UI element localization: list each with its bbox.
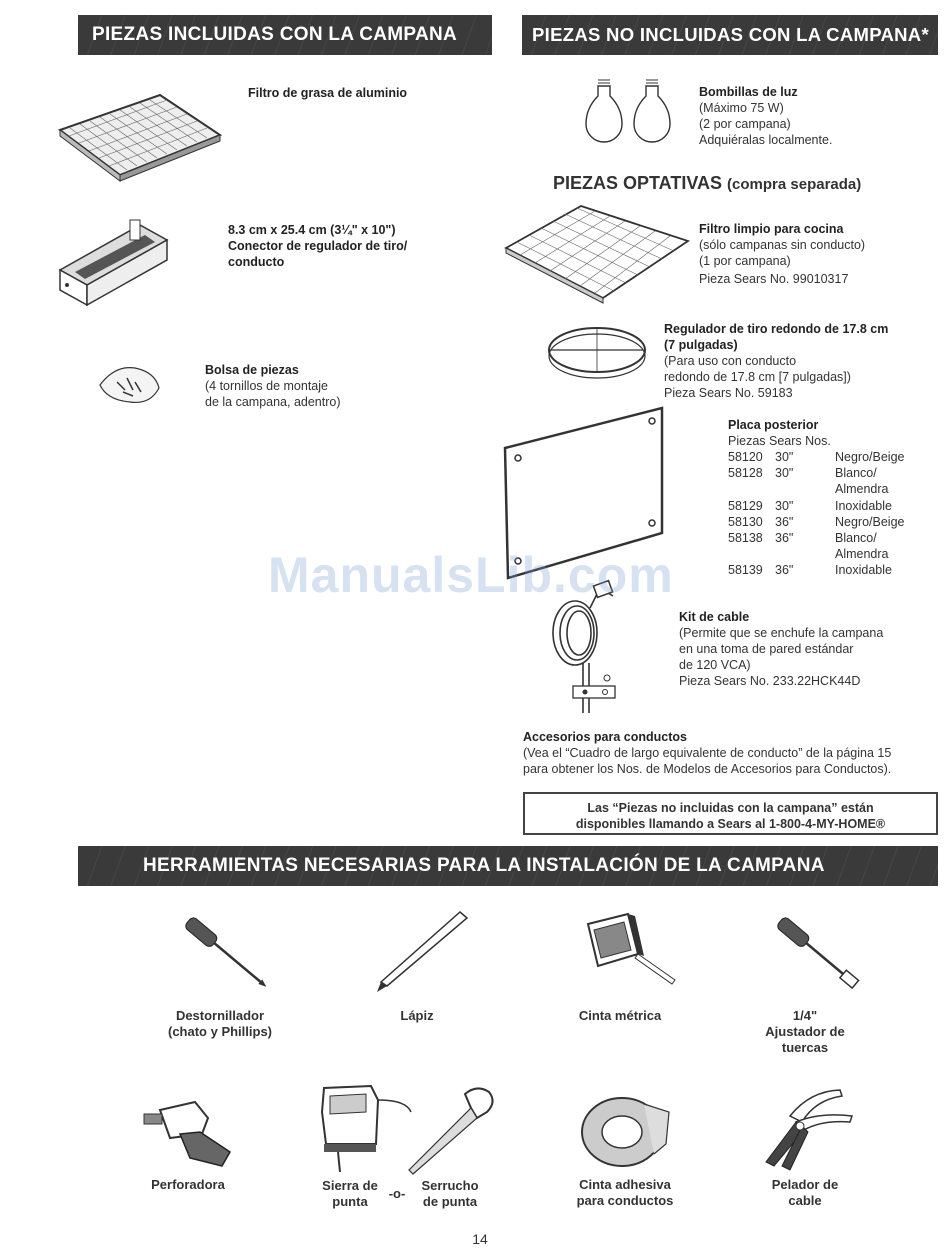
table-row: 58120 30" Negro/Beige [728,450,905,464]
table-row: 58139 36" Inoxidable [728,563,892,578]
pencil-icon [375,910,475,990]
parts-bag-label: Bolsa de piezas (4 tornillos de montaje de la campana, adentro) [205,363,341,409]
aluminum-grease-filter-image [55,80,225,190]
drill-icon [140,1090,240,1170]
jigsaw-icon [316,1082,416,1177]
table-row: 58130 36" Negro/Beige [728,514,905,529]
aluminum-filter-label: Filtro de grasa de aluminio [248,86,408,100]
tool-label-pencil: Lápiz [400,1008,434,1023]
table-row: 58128 30" Blanco/ [728,466,877,481]
tool-label-jigsaw: Sierra de punta [322,1178,378,1209]
table-row: Almendra [835,482,889,497]
damper-duct-connector-image [55,210,175,310]
tool-label-screwdriver: Destornillador (chato y Phillips) [167,1008,272,1039]
availability-notice: Las “Piezas no incluidas con la campana” están disponibles llamando a Sears al 1-800-4-MY-HOME® [523,792,938,835]
tool-label-wire-stripper: Pelador de cable [771,1177,839,1208]
included-parts-heading: PIEZAS INCLUIDAS CON LA CAMPANA [92,24,458,45]
page-number: 14 [472,1231,488,1247]
watermark: ManualsLib.com [268,547,674,603]
light-bulbs-image [588,78,678,148]
cable-kit-label: Kit de cable (Permite que se enchufe la campana en una toma de pared estándar de 120 VCA) Pieza Sears No. 233.22HCK44D [679,610,884,688]
parts-bag-image [95,360,165,410]
tool-label-keyhole-saw: Serrucho de punta [421,1178,479,1209]
keyhole-saw-icon [405,1082,495,1177]
screwdriver-icon [178,908,268,998]
back-plate-table [728,449,905,579]
duct-accessories-label: Accesorios para conductos (Vea el “Cuadro de largo equivalente de conducto” de la página 15 para obtener los Nos. de Modelos de Accesorios para Conductos). [523,730,892,776]
back-plate-label: Placa posterior Piezas Sears Nos. [728,418,831,448]
not-included-parts-banner [522,15,938,55]
round-damper-image [545,320,655,380]
or-label: -o- [388,1186,406,1201]
table-row: Almendra [835,547,889,562]
tool-label-duct-tape: Cinta adhesiva para conductos [576,1177,674,1208]
tool-label-drill: Perforadora [151,1177,225,1192]
tools-heading: HERRAMIENTAS NECESARIAS PARA LA INSTALACIÓN DE LA CAMPANA [143,855,825,876]
table-row: 58138 36" Blanco/ [728,531,877,546]
table-row: 58129 30" Inoxidable [728,498,892,513]
tools-banner [78,846,938,886]
tool-label-tape-measure: Cinta métrica [578,1008,662,1023]
light-bulbs-label: Bombillas de luz (Máximo 75 W) (2 por campana) Adquiéralas localmente. [699,85,833,147]
clean-cooking-filter-image [503,203,693,303]
tool-label-nut-driver: 1/4" Ajustador de tuercas [765,1008,845,1055]
duct-tape-icon [574,1092,674,1172]
optional-parts-heading: PIEZAS OPTATIVAS (compra separada) [553,173,862,193]
clean-filter-label: Filtro limpio para cocina (sólo campanas sin conducto) (1 por campana) Pieza Sears No. 99010317 [699,222,866,286]
connector-label: 8.3 cm x 25.4 cm (3¼" x 10") Conector de regulador de tiro/ conducto [228,223,408,269]
nut-driver-icon [770,908,860,998]
wire-stripper-icon [760,1086,860,1176]
round-damper-label: Regulador de tiro redondo de 17.8 cm (7 pulgadas) (Para uso con conducto redondo de 17.8 cm [7 pulgadas]) Pieza Sears No. 59183 [664,322,889,400]
included-parts-banner [78,15,492,55]
not-included-parts-heading: PIEZAS NO INCLUIDAS CON LA CAMPANA* [532,24,929,45]
tape-measure-icon [580,910,680,990]
